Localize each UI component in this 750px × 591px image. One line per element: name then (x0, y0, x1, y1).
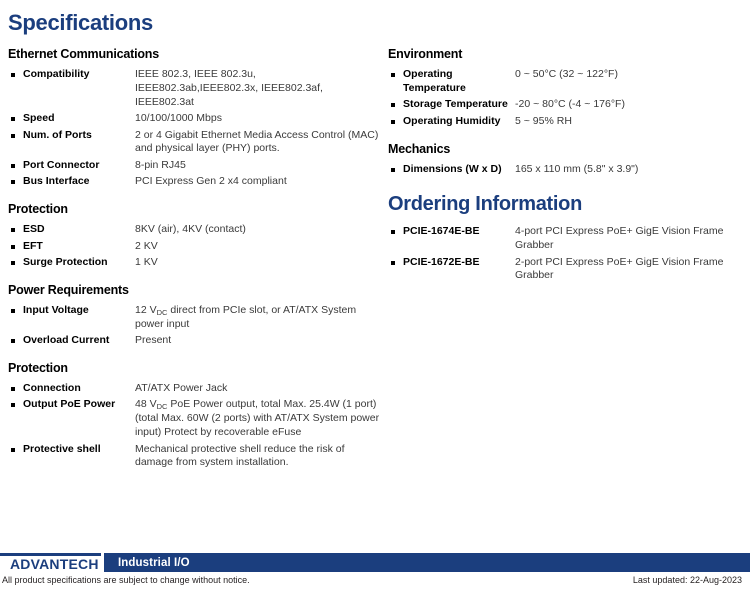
spec-value: Mechanical protective shell reduce the risk of damage from system installation. (135, 442, 345, 469)
spec-row (8, 112, 380, 126)
spec-label: Output PoE Power (23, 398, 116, 411)
ordering-information-title: Ordering Information (388, 193, 583, 216)
bullet-icon (391, 261, 395, 265)
bullet-icon (391, 103, 395, 107)
spec-label: EFT (23, 239, 43, 252)
right-column (388, 42, 742, 286)
spec-label: Port Connector (23, 158, 100, 171)
spec-label: Surge Protection (23, 256, 108, 269)
section-heading-protection-2: Protection (8, 360, 68, 375)
ordering-row (388, 225, 742, 253)
spec-label: Speed (23, 112, 55, 125)
spec-label: Protective shell (23, 442, 101, 455)
spec-label: Operating Humidity (403, 114, 501, 127)
spec-row (8, 382, 380, 396)
part-number: PCIE-1674E-BE (403, 225, 480, 238)
bullet-icon (11, 228, 15, 232)
spec-label: Compatibility (23, 68, 90, 80)
spec-value: 10/100/1000 Mbps (135, 112, 222, 125)
advantech-logo: ADVANTECH (10, 556, 99, 572)
bullet-icon (391, 168, 395, 172)
spec-row (388, 163, 742, 177)
footer-notes (0, 575, 750, 585)
spec-row (8, 398, 380, 439)
spec-value: IEEE 802.3, IEEE 802.3u, IEEE802.3ab,IEEE802.3x, IEEE802.3af, IEEE802.3at (135, 68, 323, 108)
spec-value: 12 $V_{DC}$ direct from PCIe slot, or AT/ATX System power input (135, 303, 357, 330)
page-title: Specifications (8, 10, 153, 35)
ordering-row (388, 256, 742, 284)
spec-label: Overload Current (23, 334, 110, 347)
spec-value: 2 or 4 Gigabit Ethernet Media Access Control (MAC) and physical layer (PHY) ports. (135, 128, 379, 155)
section-heading-protection: Protection (8, 202, 68, 217)
spec-value: 5 ~ 95% RH (515, 114, 572, 127)
spec-label: Bus Interface (23, 175, 90, 188)
bullet-icon (11, 309, 15, 313)
part-description: 2-port PCI Express PoE+ GigE Vision Frame Grabber (515, 255, 724, 282)
spec-value: Present (135, 334, 172, 347)
advantech-logo-box (0, 553, 101, 572)
bullet-icon (11, 403, 15, 407)
bullet-icon (391, 230, 395, 234)
spec-value: -20 ~ 80°C (-4 ~ 176°F) (515, 98, 625, 111)
bullet-icon (11, 164, 15, 168)
spec-value: AT/ATX Power Jack (135, 381, 228, 394)
spec-value: 0 ~ 50°C (32 ~ 122°F) (515, 68, 618, 80)
spec-row (8, 334, 380, 348)
section-heading-mechanics: Mechanics (388, 141, 451, 156)
spec-label: Operating Temperature (403, 68, 466, 94)
spec-row (388, 68, 742, 96)
bullet-icon (11, 73, 15, 77)
bullet-icon (11, 448, 15, 452)
bullet-icon (11, 245, 15, 249)
bullet-icon (391, 120, 395, 124)
bullet-icon (11, 134, 15, 138)
spec-label: Num. of Ports (23, 128, 92, 141)
two-column-layout (8, 42, 742, 473)
spec-label: Input Voltage (23, 303, 89, 316)
spec-value: 8KV (air), 4KV (contact) (135, 223, 246, 236)
spec-row (388, 98, 742, 112)
page-footer (0, 553, 750, 585)
bullet-icon (11, 339, 15, 343)
section-heading-ethernet: Ethernet Communications (8, 47, 159, 61)
spec-row (8, 240, 380, 254)
spec-label: ESD (23, 223, 45, 236)
product-category-label: Industrial I/O (118, 556, 190, 569)
spec-row (8, 68, 380, 109)
part-number: PCIE-1672E-BE (403, 255, 480, 268)
bullet-icon (391, 73, 395, 77)
disclaimer-text: All product specifications are subject to change without notice. (2, 575, 250, 585)
spec-label: Storage Temperature (403, 98, 508, 111)
spec-value: 2 KV (135, 239, 158, 252)
bullet-icon (11, 387, 15, 391)
footer-category-bar (104, 553, 750, 572)
part-description: 4-port PCI Express PoE+ GigE Vision Frame Grabber (515, 225, 724, 252)
spec-row (8, 256, 380, 270)
spec-value: 48 $V_{DC}$ PoE Power output, total Max. 25.4W (1 port) (total Max. 60W (2 ports) with AT/ATX System power input) Protect by recoverable eFuse (135, 398, 380, 439)
spec-label: Dimensions (W x D) (403, 162, 502, 175)
spec-row (8, 159, 380, 173)
spec-row (8, 223, 380, 237)
spec-value: PCI Express Gen 2 x4 compliant (135, 175, 287, 188)
bullet-icon (11, 180, 15, 184)
footer-bar (0, 553, 750, 572)
spec-value: 8-pin RJ45 (135, 158, 186, 171)
section-heading-power-requirements: Power Requirements (8, 282, 129, 297)
section-heading-environment: Environment (388, 47, 463, 61)
spec-value: 1 KV (135, 256, 158, 269)
bullet-icon (11, 117, 15, 121)
spec-value: 165 x 110 mm (5.8" x 3.9") (515, 162, 639, 175)
bullet-icon (11, 261, 15, 265)
left-column (8, 42, 380, 473)
spec-row (8, 304, 380, 332)
last-updated-text: Last updated: 22-Aug-2023 (632, 575, 742, 585)
spec-label: Connection (23, 381, 81, 394)
spec-row (8, 129, 380, 157)
spec-row (388, 115, 742, 129)
spec-row (8, 443, 380, 471)
spec-row (8, 175, 380, 189)
